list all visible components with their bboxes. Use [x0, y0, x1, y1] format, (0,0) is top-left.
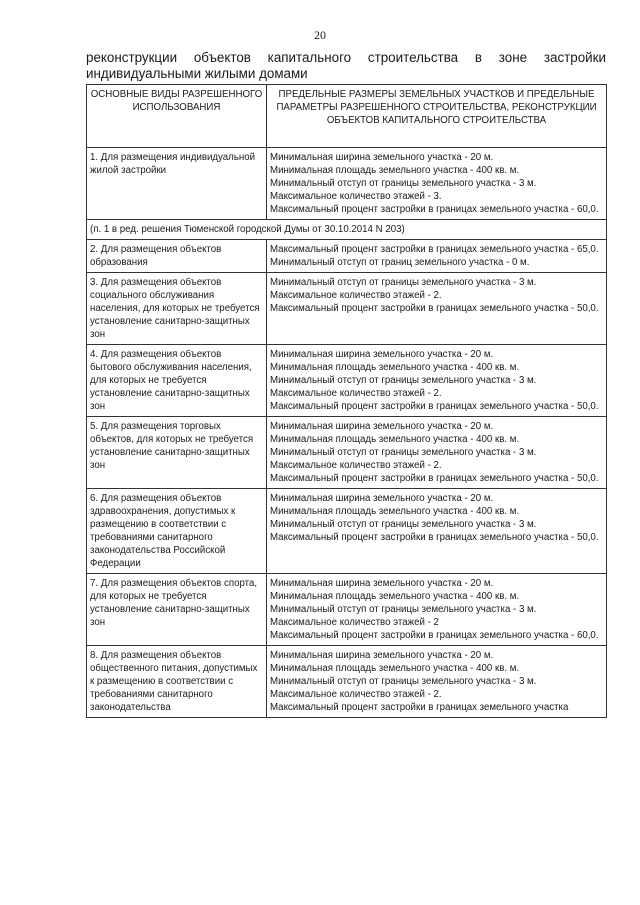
parameter-line: Минимальный отступ от границы земельного участка - 3 м. — [270, 519, 537, 530]
table-row — [87, 240, 607, 273]
parameter-line: Максимальный процент застройки в границах земельного участка - 50,0. — [270, 303, 599, 314]
use-type-cell: 2. Для размещения объектов образования — [87, 240, 267, 273]
use-type-cell: 6. Для размещения объектов здравоохранения, допустимых к размещению в соответствии с требованиями санитарного законодательства Российской Федерации — [87, 489, 267, 574]
parameters-cell — [267, 240, 607, 273]
amendment-row — [87, 220, 607, 240]
page-number: 20 — [314, 28, 326, 42]
parameter-line: Максимальный процент застройки в границах земельного участка — [270, 702, 569, 713]
parameter-line: Минимальный отступ от границы земельного участка - 3 м. — [270, 178, 537, 189]
parameter-line: Максимальный процент застройки в границах земельного участка - 60,0. — [270, 630, 599, 641]
parameter-line: Максимальное количество этажей - 2. — [270, 460, 442, 471]
parameter-line: Минимальная ширина земельного участка - 20 м. — [270, 578, 494, 589]
table-row — [87, 574, 607, 646]
parameter-line: Минимальная площадь земельного участка - 400 кв. м. — [270, 506, 520, 517]
parameters-cell — [267, 574, 607, 646]
parameter-line: Минимальный отступ от границ земельного участка - 0 м. — [270, 257, 530, 268]
parameter-line: Минимальный отступ от границы земельного участка - 3 м. — [270, 447, 537, 458]
table-row — [87, 148, 607, 220]
amendment-note: (п. 1 в ред. решения Тюменской городской Думы от 30.10.2014 N 203) — [87, 220, 607, 240]
parameter-line: Минимальная площадь земельного участка - 400 кв. м. — [270, 362, 520, 373]
use-type-cell: 5. Для размещения торговых объектов, для которых не требуется установление санитарно-защитных зон — [87, 417, 267, 489]
parameter-line: Минимальный отступ от границы земельного участка - 3 м. — [270, 277, 537, 288]
parameters-cell — [267, 273, 607, 345]
parameters-cell — [267, 646, 607, 718]
parameter-line: Максимальный процент застройки в границах земельного участка - 50,0. — [270, 473, 599, 484]
parameter-line: Минимальная площадь земельного участка - 400 кв. м. — [270, 165, 520, 176]
use-type-cell: 4. Для размещения объектов бытового обслуживания населения, для которых не требуется установление санитарно-защитных зон — [87, 345, 267, 417]
use-type-cell: 8. Для размещения объектов общественного питания, допустимых к размещению в соответствии с требованиями санитарного законодательства — [87, 646, 267, 718]
parameter-line: Минимальная ширина земельного участка - 20 м. — [270, 421, 494, 432]
land-use-table — [86, 84, 607, 718]
parameters-cell — [267, 417, 607, 489]
parameter-line: Минимальный отступ от границы земельного участка - 3 м. — [270, 604, 537, 615]
parameter-line: Максимальный процент застройки в границах земельного участка - 65,0. — [270, 244, 599, 255]
table-body — [87, 148, 607, 718]
table-row — [87, 646, 607, 718]
parameter-line: Минимальный отступ от границы земельного участка - 3 м. — [270, 676, 537, 687]
parameter-line: Минимальная ширина земельного участка - 20 м. — [270, 493, 494, 504]
parameter-line: Минимальная ширина земельного участка - 20 м. — [270, 349, 494, 360]
parameter-line: Максимальный процент застройки в границах земельного участка - 50,0. — [270, 401, 599, 412]
parameter-line: Минимальная площадь земельного участка - 400 кв. м. — [270, 434, 520, 445]
use-type-cell: 3. Для размещения объектов социального обслуживания населения, для которых не требуется установление санитарно-защитных зон — [87, 273, 267, 345]
use-type-cell: 7. Для размещения объектов спорта, для которых не требуется установление санитарно-защитных зон — [87, 574, 267, 646]
table-header-row — [87, 85, 607, 148]
parameter-line: Максимальное количество этажей - 2. — [270, 689, 442, 700]
parameter-line: Максимальное количество этажей - 2. — [270, 388, 442, 399]
header-parameters: ПРЕДЕЛЬНЫЕ РАЗМЕРЫ ЗЕМЕЛЬНЫХ УЧАСТКОВ И ПРЕДЕЛЬНЫЕ ПАРАМЕТРЫ РАЗРЕШЕННОГО СТРОИТЕЛЬСТВА, РЕКОНСТРУКЦИИ ОБЪЕКТОВ КАПИТАЛЬНОГО СТРОИТЕЛЬСТВА — [267, 85, 607, 148]
table-row — [87, 489, 607, 574]
parameters-cell — [267, 489, 607, 574]
parameter-line: Минимальная площадь земельного участка - 400 кв. м. — [270, 663, 520, 674]
parameter-line: Максимальный процент застройки в границах земельного участка - 50,0. — [270, 532, 599, 543]
parameter-line: Минимальная площадь земельного участка - 400 кв. м. — [270, 591, 520, 602]
parameters-cell — [267, 345, 607, 417]
parameter-line: Максимальный процент застройки в границах земельного участка - 60,0. — [270, 204, 599, 215]
table-row — [87, 345, 607, 417]
parameter-line: Минимальная ширина земельного участка - 20 м. — [270, 152, 494, 163]
parameter-line: Максимальное количество этажей - 3. — [270, 191, 442, 202]
use-type-cell: 1. Для размещения индивидуальной жилой застройки — [87, 148, 267, 220]
parameter-line: Максимальное количество этажей - 2 — [270, 617, 439, 628]
header-use-types: ОСНОВНЫЕ ВИДЫ РАЗРЕШЕННОГО ИСПОЛЬЗОВАНИЯ — [87, 85, 267, 148]
parameter-line: Минимальная ширина земельного участка - 20 м. — [270, 650, 494, 661]
parameter-line: Минимальный отступ от границы земельного участка - 3 м. — [270, 375, 537, 386]
parameters-cell — [267, 148, 607, 220]
table-row — [87, 273, 607, 345]
intro-text: реконструкции объектов капитального строительства в зоне застройки индивидуальными жилыми домами — [86, 50, 606, 81]
parameter-line: Максимальное количество этажей - 2. — [270, 290, 442, 301]
table-row — [87, 417, 607, 489]
